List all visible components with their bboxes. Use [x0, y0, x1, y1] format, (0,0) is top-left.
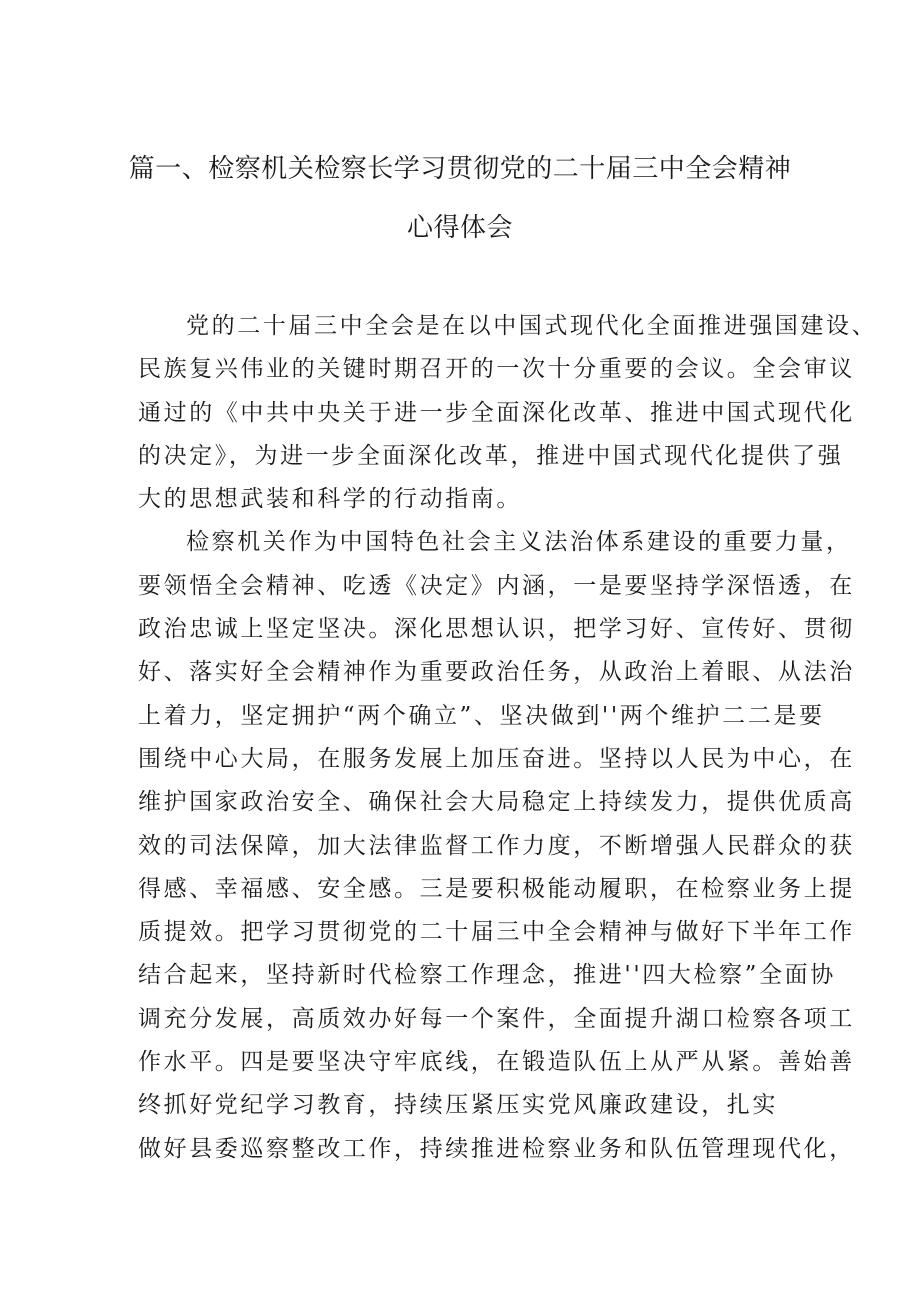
paragraph-line: 的决定》，为进一步全面深化改革，推进中国式现代化提供了强 [138, 442, 844, 469]
paragraph-line: 终抓好党纪学习教育，持续压紧压实党风廉政建设，扎实 [138, 1092, 778, 1119]
paragraph-line: 质提效。把学习贯彻党的二十届三中全会精神与做好下半年工作 [138, 919, 855, 946]
paragraph-line: 大的思想武装和科学的行动指南。 [138, 486, 522, 513]
paragraph-line: 作水平。四是要坚决守牢底线，在锻造队伍上从严从紧。善始善 [138, 1049, 855, 1076]
paragraph-line: 得感、幸福感、安全感。三是要积极能动履职，在检察业务上提 [138, 875, 855, 902]
paragraph-line: 要领悟全会精神、吃透《决定》内涵，一是要坚持学深悟透，在 [138, 572, 855, 599]
paragraph-line: 党的二十届三中全会是在以中国式现代化全面推进强国建设、 [186, 313, 878, 339]
document-title-line-1: 篇一、检察机关检察长学习贯彻党的二十届三中全会精神 [128, 154, 792, 184]
paragraph-line: 民族复兴伟业的关键时期召开的一次十分重要的会议。全会审议 [138, 356, 855, 383]
paragraph-line: 做好县委巡察整改工作，持续推进检察业务和队伍管理现代化， [138, 1135, 855, 1162]
paragraph-2 [138, 521, 855, 1170]
paragraph-line: 结合起来，坚持新时代检察工作理念，推进''四大检察”全面协 [138, 962, 836, 989]
paragraph-line: 调充分发展，高质效办好每一个案件，全面提升湖口检察各项工 [138, 1005, 855, 1032]
paragraph-1 [138, 305, 878, 521]
document-title-line-2: 心得体会 [406, 213, 513, 243]
paragraph-line: 好、落实好全会精神作为重要政治任务，从政治上着眼、从法治 [138, 659, 855, 686]
paragraph-line: 维护国家政治安全、确保社会大局稳定上持续发力，提供优质高 [138, 789, 855, 816]
paragraph-line: 效的司法保障，加大法律监督工作力度，不断增强人民群众的获 [138, 832, 855, 859]
paragraph-line: 围绕中心大局，在服务发展上加压奋进。坚持以人民为中心，在 [138, 745, 855, 772]
paragraph-line: 检察机关作为中国特色社会主义法治体系建设的重要力量， [186, 529, 852, 556]
paragraph-line: 通过的《中共中央关于进一步全面深化改革、推进中国式现代化 [138, 399, 855, 426]
paragraph-line: 上着力，坚定拥护“两个确立”、坚决做到''两个维护二二是要 [138, 702, 825, 729]
paragraph-line: 政治忠诚上坚定坚决。深化思想认识，把学习好、宣传好、贯彻 [138, 616, 855, 643]
document-body [138, 305, 878, 1171]
